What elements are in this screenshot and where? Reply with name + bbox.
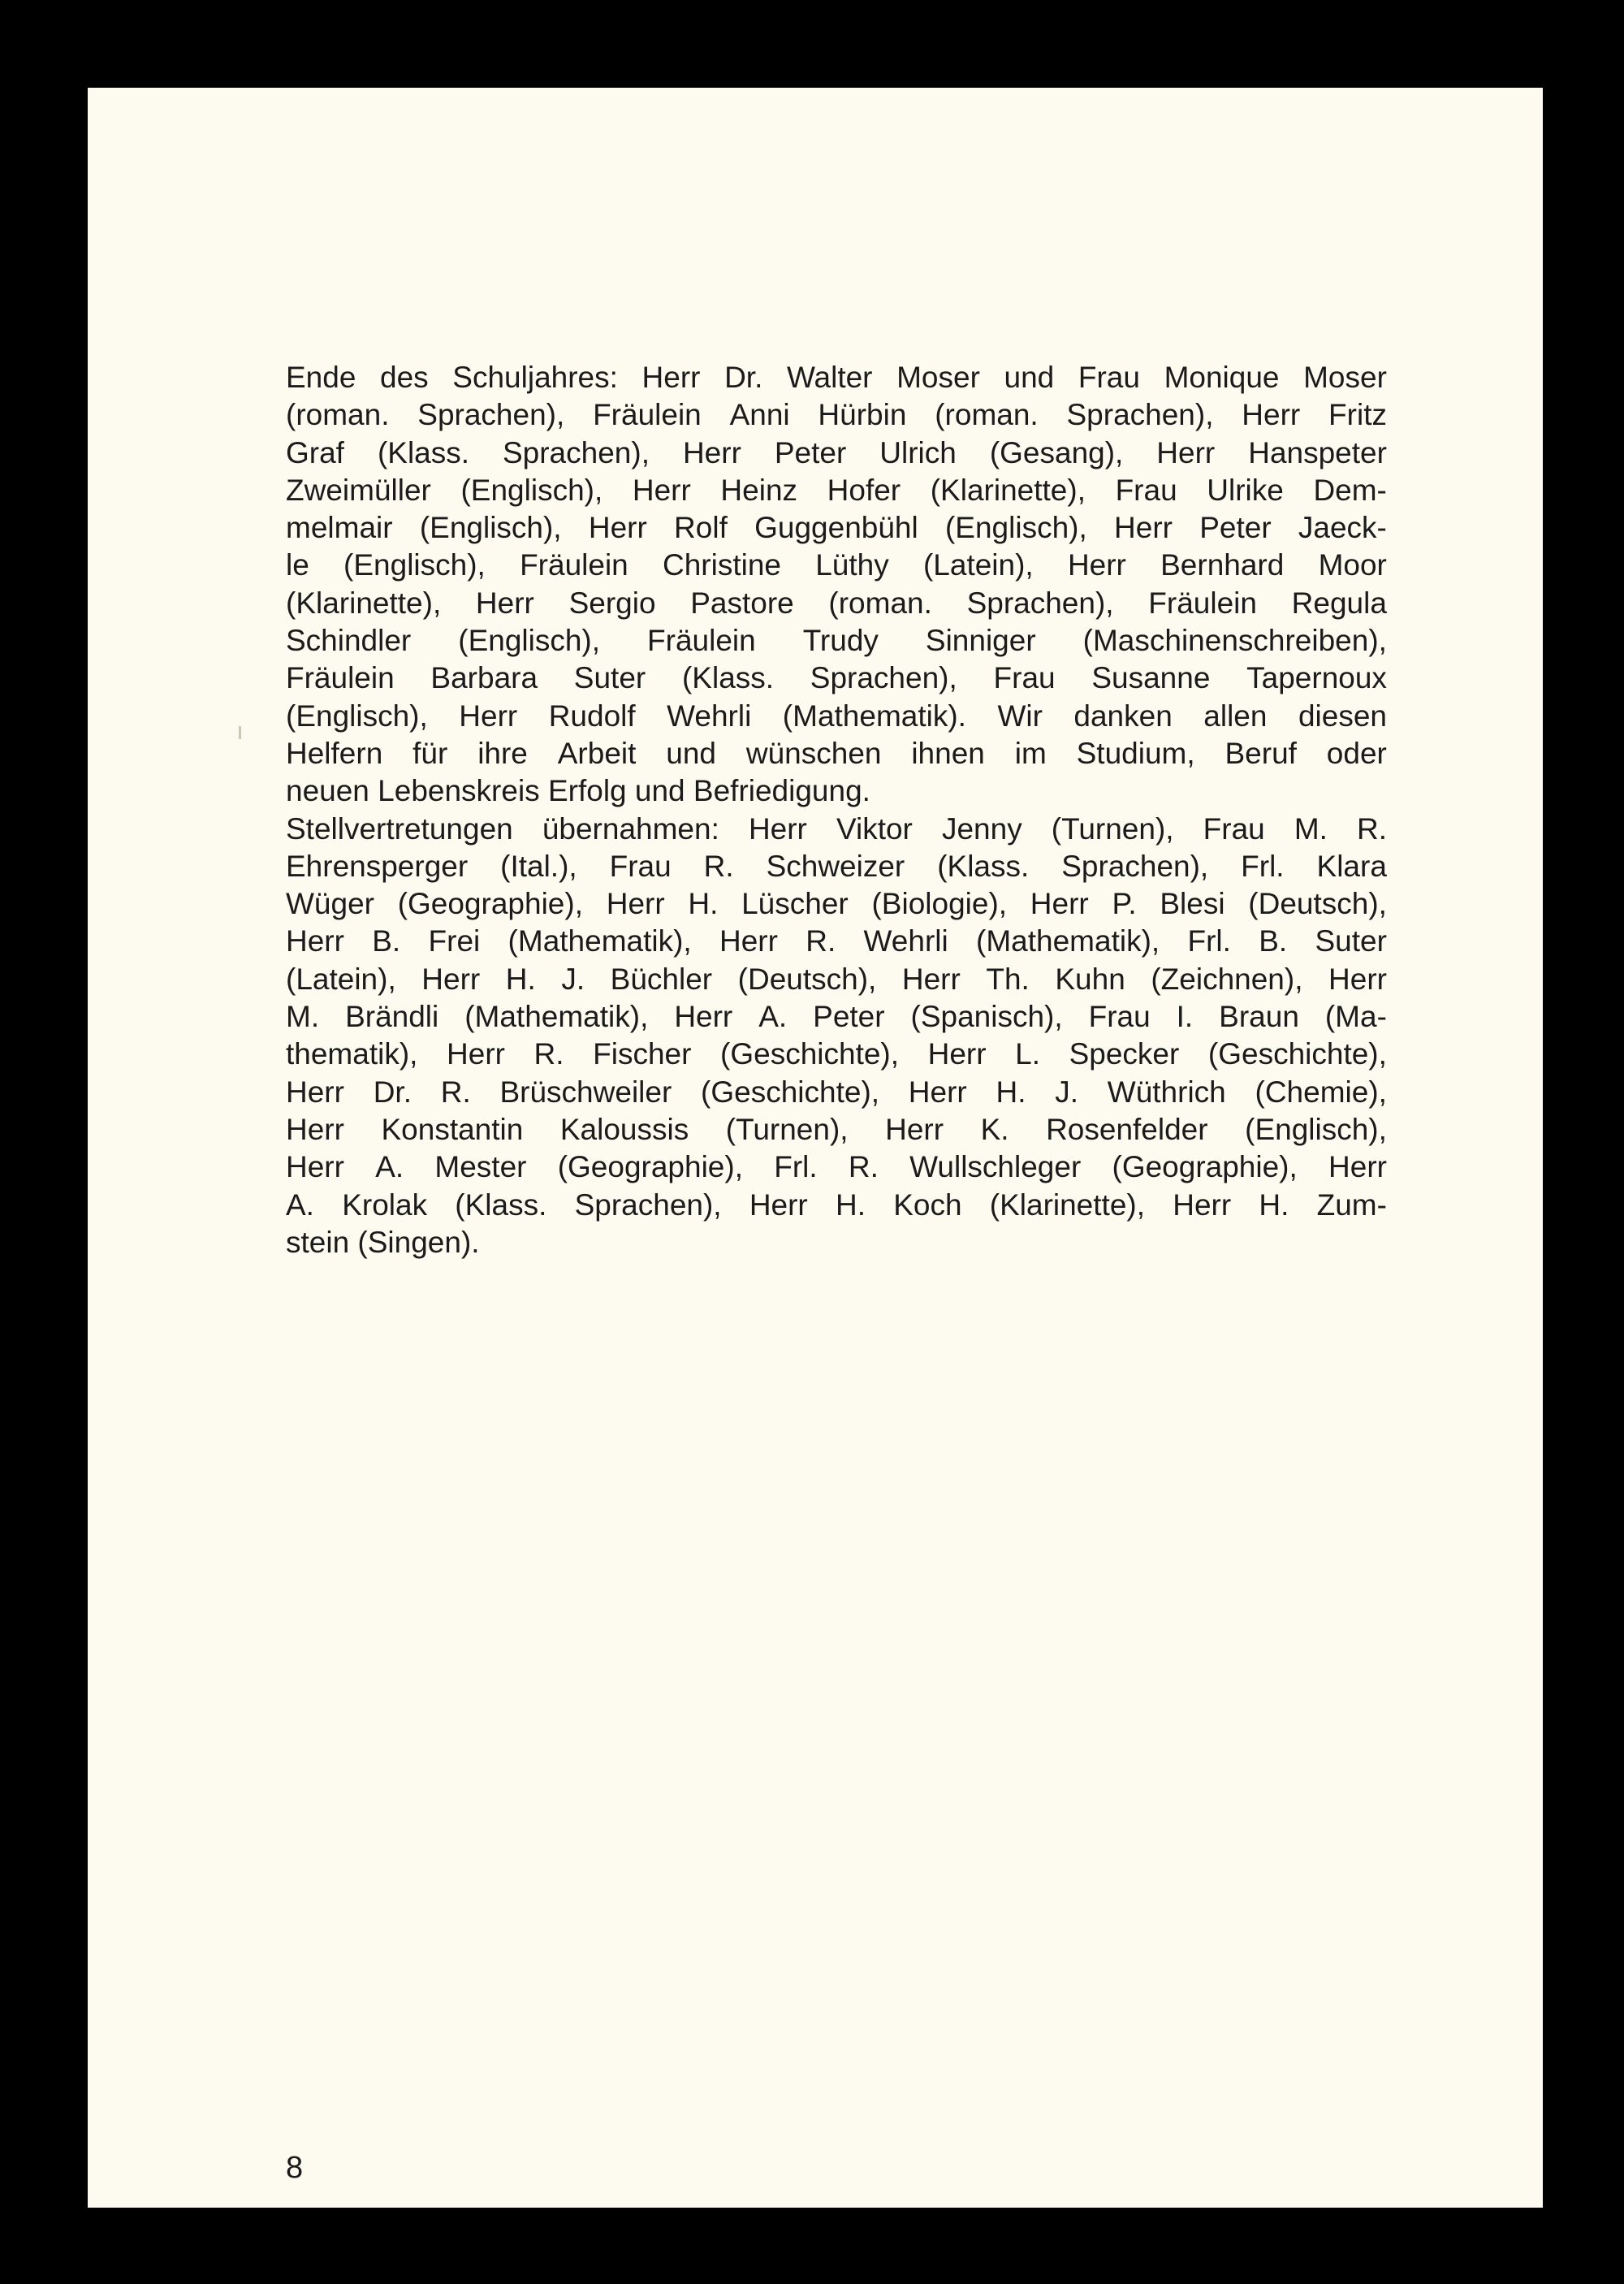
text-line: Stellvertretungen übernahmen: Herr Viktor Jenny (Turnen), Frau M. R. (286, 811, 1387, 846)
paragraph-substitutions (286, 811, 1387, 1262)
paragraph-departures (286, 359, 1387, 811)
body-text (286, 359, 1387, 1261)
text-line: A. Krolak (Klass. Sprachen), Herr H. Koch (Klarinette), Herr H. Zum- (286, 1187, 1387, 1222)
text-line: Ende des Schuljahres: Herr Dr. Walter Moser und Frau Monique Moser (286, 361, 1387, 394)
text-line: Fräulein Barbara Suter (Klass. Sprachen), Frau Susanne Tapernoux (286, 661, 1387, 695)
text-line: melmair (Englisch), Herr Rolf Guggenbühl (Englisch), Herr Peter Jaeck- (286, 511, 1387, 545)
page-number: 8 (286, 2151, 304, 2185)
text-line: Herr Konstantin Kaloussis (Turnen), Herr K. Rosenfelder (Englisch), (286, 1112, 1387, 1146)
text-line: Wüger (Geographie), Herr H. Lüscher (Biologie), Herr P. Blesi (Deutsch), (286, 887, 1387, 921)
text-line: (Latein), Herr H. J. Büchler (Deutsch), Herr Th. Kuhn (Zeichnen), Herr (286, 962, 1387, 996)
text-line: thematik), Herr R. Fischer (Geschichte), Herr L. Specker (Geschichte), (286, 1037, 1387, 1071)
text-line: le (Englisch), Fräulein Christine Lüthy (Latein), Herr Bernhard Moor (286, 548, 1387, 582)
text-line: Herr A. Mester (Geographie), Frl. R. Wullschleger (Geographie), Herr (286, 1150, 1387, 1184)
margin-mark (239, 726, 241, 739)
text-line: (roman. Sprachen), Fräulein Anni Hürbin (roman. Sprachen), Herr Fritz (286, 398, 1387, 432)
text-line: (Klarinette), Herr Sergio Pastore (roman. Sprachen), Fräulein Regula (286, 586, 1387, 620)
text-line: Herr Dr. R. Brüschweiler (Geschichte), Herr H. J. Wüthrich (Chemie), (286, 1075, 1387, 1109)
text-line: M. Brändli (Mathematik), Herr A. Peter (Spanisch), Frau I. Braun (Ma- (286, 1000, 1387, 1034)
text-line: Herr B. Frei (Mathematik), Herr R. Wehrli (Mathematik), Frl. B. Suter (286, 924, 1387, 958)
text-line: (Englisch), Herr Rudolf Wehrli (Mathematik). Wir danken allen diesen (286, 699, 1387, 733)
text-line: Ehrensperger (Ital.), Frau R. Schweizer (Klass. Sprachen), Frl. Klara (286, 849, 1387, 883)
document-page (88, 88, 1543, 2208)
text-line: neuen Lebenskreis Erfolg und Befriedigung. (286, 774, 870, 808)
text-line: Graf (Klass. Sprachen), Herr Peter Ulrich (Gesang), Herr Hanspeter (286, 435, 1387, 469)
text-line: Schindler (Englisch), Fräulein Trudy Sinniger (Maschinenschreiben), (286, 624, 1387, 658)
text-line: Zweimüller (Englisch), Herr Heinz Hofer (Klarinette), Frau Ulrike Dem- (286, 473, 1387, 507)
text-line: stein (Singen). (286, 1225, 480, 1259)
text-line: Helfern für ihre Arbeit und wünschen ihnen im Studium, Beruf oder (286, 736, 1387, 770)
